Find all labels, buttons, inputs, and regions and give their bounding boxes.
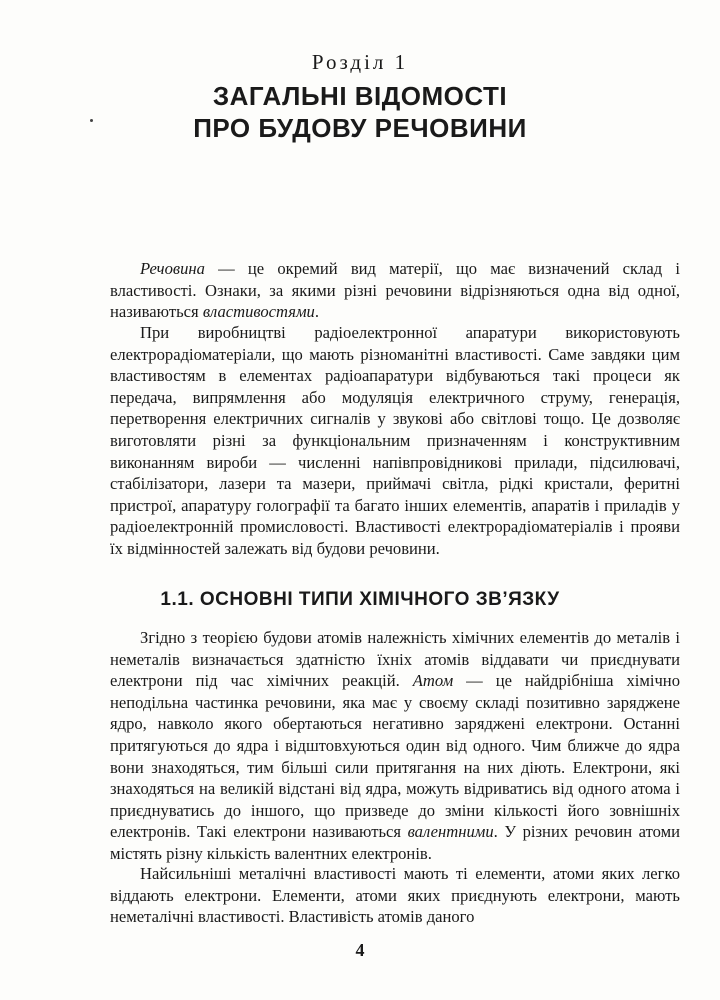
intro-paragraph-1: Речовина — це окремий вид матерії, що має визначений склад і властивості. Ознаки, за якими різні речовини відрізняються одна від одної, називаються властивостями. bbox=[110, 259, 680, 322]
term-valent: валентними bbox=[407, 822, 494, 842]
term-properties: властивостями bbox=[202, 302, 315, 322]
term-substance: Речовина bbox=[140, 259, 205, 278]
section-paragraph-1: Згідно з теорією будови атомів належність хімічних елементів до металів і неметалів визначається здатністю їхніх атомів віддавати чи приєднувати електрони під час хімічних реакцій. Атом — це найдрібніша хімічно неподільна частинка речовини, яка має у своєму складі позитивно заряджене ядро, навколо якого обертаються негативно заряджені електрони. Останні притягуються до ядра і відштовхуються один від одного. Чим ближче до ядра вони знаходяться, тим більші сили притягання на них діють. Електрони, які знаходяться на великій відстані від ядра, можуть відриватись від одного атома і приєднуватись до іншого, що призведе до зміни кількості його зовнішніх електронів. Такі електрони називаються валентними. У різних речовин атоми містять різну кількість валентних електронів. bbox=[110, 628, 680, 863]
chapter-title bbox=[0, 80, 720, 144]
term-atom: Атом bbox=[412, 671, 454, 691]
section-title: 1.1. ОСНОВНІ ТИПИ ХІМІЧНОГО ЗВ’ЯЗКУ bbox=[160, 589, 560, 610]
chapter-title-line-2: ПРО БУДОВУ РЕЧОВИНИ bbox=[193, 113, 527, 143]
chapter-label: Розділ 1 bbox=[311, 50, 409, 74]
intro-paragraph-2: При виробництві радіоелектронної апаратури використовують електрорадіоматеріали, що мають різноманітні властивості. Саме завдяки цим властивостям в елементах радіоапаратури відбуваються такі процеси як передача, випрямлення або модуляція електричного струму, генерація, перетворення електричних сигналів у звукові або світлові тощо. Це дозволяє виготовляти різні за функціональним призначенням і конструктивним виконанням вироби — численні напівпровідникові прилади, підсилювачі, стабілізатори, лазери та мазери, приймачі світла, рідкі кристали, феритні пристрої, апаратуру голографії та багато інших елементів, апаратів і приладів у радіоелектронній промисловості. Властивості електрорадіоматеріалів і прояви їх відмінностей залежать від будови речовини. bbox=[110, 323, 680, 558]
section-paragraph-2: Найсильніші металічні властивості мають ті елементи, атоми яких легко віддають електрони. Елементи, атоми яких приєднують електрони, мають неметалічні властивості. Властивість атомів даного bbox=[110, 864, 680, 927]
page-number: 4 bbox=[355, 940, 365, 960]
chapter-title-line-1: ЗАГАЛЬНІ ВІДОМОСТІ bbox=[212, 81, 508, 111]
